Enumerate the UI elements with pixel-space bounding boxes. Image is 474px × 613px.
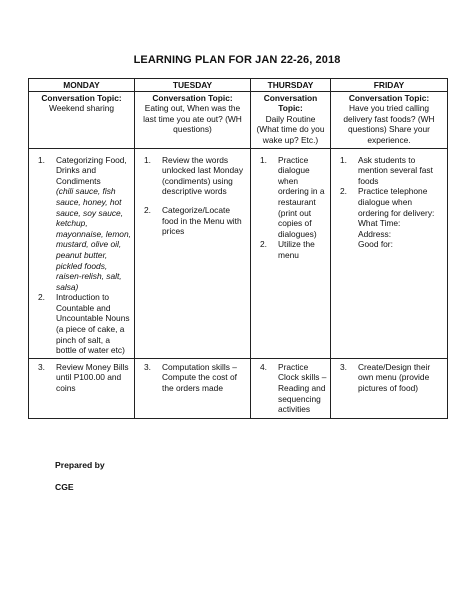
topic-text: Weekend sharing xyxy=(48,103,115,114)
topic-label: Conversation Topic: xyxy=(41,92,122,103)
item-text: Ask students to mention several fast foods xyxy=(358,154,433,186)
item-number: 2. xyxy=(340,186,347,197)
delivery-field-address: Address: xyxy=(358,228,392,239)
topic-label: Conversation Topic: xyxy=(348,92,430,103)
list-item xyxy=(32,292,131,356)
activities-tuesday xyxy=(135,148,251,358)
list-item xyxy=(32,362,131,394)
topic-tuesday xyxy=(135,91,251,148)
prepared-by-label: Prepared by xyxy=(55,460,105,470)
item-number: 1. xyxy=(340,154,347,165)
skills-friday xyxy=(331,358,448,418)
topic-row xyxy=(29,91,448,148)
delivery-field-time: What Time: xyxy=(358,218,401,229)
activities-friday xyxy=(331,148,448,358)
list-item xyxy=(254,362,327,415)
topic-label: Conversation Topic: xyxy=(152,92,233,103)
list-item xyxy=(138,205,247,237)
item-number: 1. xyxy=(38,154,45,165)
skills-monday xyxy=(29,358,135,418)
item-text: Categorizing Food, Drinks and Condiments xyxy=(56,154,127,186)
item-number: 1. xyxy=(260,154,267,165)
list-item xyxy=(32,155,131,293)
document-title: LEARNING PLAN FOR JAN 22-26, 2018 xyxy=(133,54,341,66)
item-text: Utilize the menu xyxy=(278,239,315,260)
day-header-thursday: THURSDAY xyxy=(251,79,331,92)
list-item xyxy=(138,155,247,197)
activities-monday xyxy=(29,148,135,358)
day-header-monday: MONDAY xyxy=(29,79,135,92)
item-text: Create/Design their own menu (provide pictures of food) xyxy=(358,361,431,394)
day-header-row xyxy=(29,79,448,92)
item-examples: (a piece of cake, a pinch of salt, a bottle of water etc) xyxy=(56,324,125,356)
learning-plan-table xyxy=(28,78,448,419)
topic-friday xyxy=(331,91,448,148)
topic-label: Conversation Topic: xyxy=(263,92,318,114)
day-header-tuesday: TUESDAY xyxy=(135,79,251,92)
item-number: 4. xyxy=(260,361,267,372)
item-number: 3. xyxy=(340,361,347,372)
list-item xyxy=(254,239,327,260)
item-number: 1. xyxy=(144,154,151,165)
preparer-name: CGE xyxy=(55,482,74,492)
item-text: Introduction to Countable and Uncountable Nouns xyxy=(56,292,130,324)
item-text: Review the words unlocked last Monday (condiments) using descriptive words xyxy=(162,154,244,197)
skills-thursday xyxy=(251,358,331,418)
list-item xyxy=(254,155,327,240)
item-text: Review Money Bills until P100.00 and coins xyxy=(56,361,129,394)
topic-monday xyxy=(29,91,135,148)
item-text: Practice dialogue when ordering in a restaurant (print out copies of dialogues) xyxy=(278,154,325,239)
item-number: 3. xyxy=(38,361,45,372)
item-text: Practice telephone dialogue when ordering for delivery: xyxy=(358,186,435,218)
topic-text: Daily Routine (What time do you wake up? Etc.) xyxy=(256,113,325,145)
item-number: 3. xyxy=(144,361,151,372)
item-number: 2. xyxy=(260,239,267,250)
item-text: Practice Clock skills – Reading and sequencing activities xyxy=(278,361,327,415)
topic-thursday xyxy=(251,91,331,148)
list-item xyxy=(334,362,444,394)
list-item xyxy=(334,155,444,187)
item-text: Categorize/Locate food in the Menu with prices xyxy=(162,204,242,237)
list-item xyxy=(334,186,444,250)
item-number: 2. xyxy=(144,204,151,215)
item-number: 2. xyxy=(38,292,45,303)
day-header-friday: FRIDAY xyxy=(331,79,448,92)
item-text: Computation skills – Compute the cost of the orders made xyxy=(162,361,237,394)
list-item xyxy=(138,362,247,394)
skills-tuesday xyxy=(135,358,251,418)
skills-row xyxy=(29,358,448,418)
topic-text: Eating out, When was the last time you ate out? (WH questions) xyxy=(143,103,242,135)
activities-thursday xyxy=(251,148,331,358)
item-examples: (chili sauce, fish sauce, honey, hot sauce, soy sauce, ketchup, mayonnaise, lemon, mustard, olive oil, peanut butter, pickled foods, raisen-relish, salt, salsa) xyxy=(56,186,131,292)
activities-row xyxy=(29,148,448,358)
delivery-field-good-for: Good for: xyxy=(358,239,393,250)
topic-text: Have you tried calling delivery fast foods? (WH questions) Share your experience. xyxy=(343,103,435,145)
